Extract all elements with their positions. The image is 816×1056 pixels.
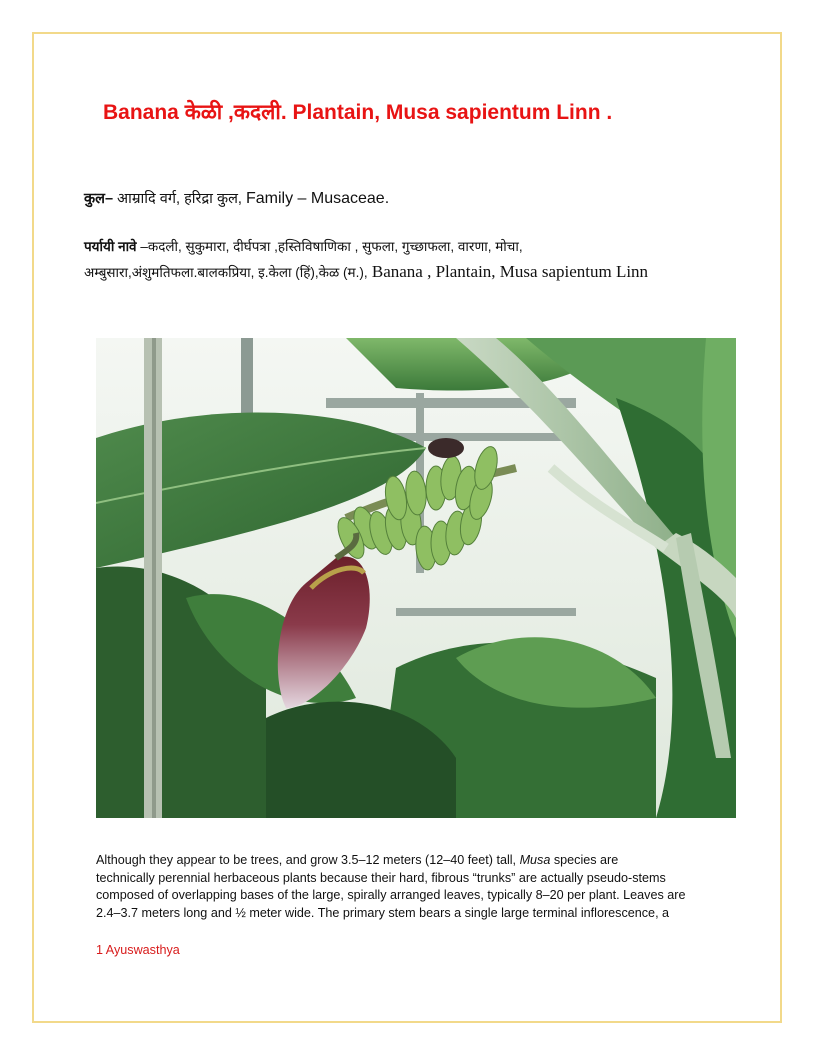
synonyms-line1: –कदली, सुकुमारा, दीर्घपत्रा ,हस्तिविषाणिका , सुफला, गुच्छाफला, वारणा, मोचा,: [136, 239, 523, 254]
family-label: कुल–: [84, 191, 114, 207]
body-line1-italic: Musa: [519, 853, 551, 867]
body-line3: composed of overlapping bases of the large, spirally arranged leaves, typically 8–20 per plant. Leaves are: [96, 888, 686, 902]
synonyms-label: पर्यायी नावे: [84, 239, 137, 254]
synonyms-block: [84, 234, 724, 285]
body-line1-a: Although they appear to be trees, and grow 3.5–12 meters (12–40 feet) tall,: [96, 853, 520, 867]
page-footer: 1 Ayuswasthya: [96, 943, 180, 957]
body-line1-b: species are: [550, 853, 619, 867]
family-line: [84, 188, 389, 208]
synonyms-line2: अम्बुसारा,अंशुमतिफला.बालकप्रिया, इ.केला (हिं),केळ (म.),: [84, 265, 368, 280]
family-latin: Family – Musaceae.: [245, 190, 390, 207]
page-title: Banana केळी ,कदली. Plantain, Musa sapientum Linn .: [103, 101, 613, 124]
family-text: आम्रादि वर्ग, हरिद्रा कुल,: [113, 191, 246, 207]
banana-plant-illustration: [96, 338, 736, 818]
body-paragraph: [96, 852, 736, 922]
body-line4: 2.4–3.7 meters long and ½ meter wide. The primary stem bears a single large terminal inflorescence, a: [96, 905, 670, 920]
banana-plant-photo: [96, 338, 736, 818]
synonyms-latin: Banana , Plantain, Musa sapientum Linn: [367, 262, 649, 281]
body-line2: technically perennial herbaceous plants because their hard, fibrous “trunks” are actually pseudo-stems: [96, 870, 666, 885]
